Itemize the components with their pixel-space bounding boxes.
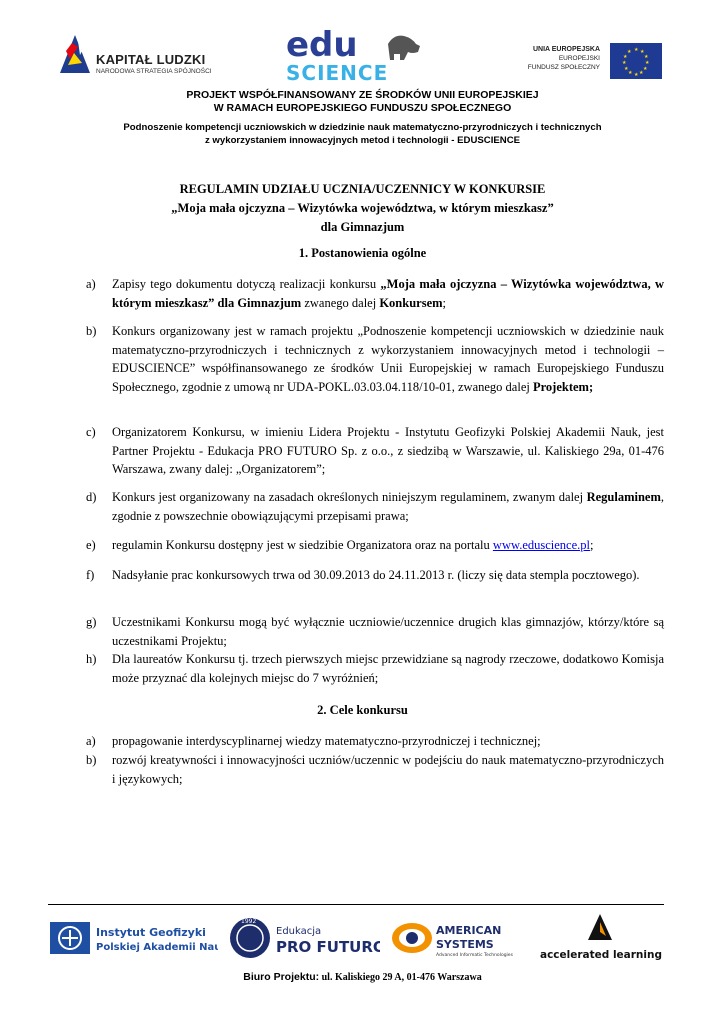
section-1-heading: 1. Postanowienia ogólne xyxy=(298,246,427,260)
item-text: regulamin Konkursu dostępny jest w siedzibie Organizatora oraz na portalu www.eduscience.pl; xyxy=(112,538,594,552)
section-2-heading: 2. Cele konkursu xyxy=(317,703,408,717)
svg-text:★: ★ xyxy=(643,66,648,72)
edu-logo-top: edu xyxy=(286,26,358,65)
item-text: propagowanie interdyscyplinarnej wiedzy matematyczno-przyrodniczej i technicznej; xyxy=(112,734,541,748)
svg-text:★: ★ xyxy=(634,47,639,53)
item-text: rozwój kreatywności i innowacyjności uczniów/uczennic w podejściu do nauk matematyczno-przyrodniczych i językowych; xyxy=(112,753,664,786)
project-subtitle xyxy=(0,122,725,147)
eduscience-link[interactable]: www.eduscience.pl xyxy=(492,538,590,552)
eduscience-logo xyxy=(284,26,424,82)
project-office-address xyxy=(0,971,725,983)
american-systems-logo xyxy=(390,912,530,962)
item-label: h) xyxy=(86,652,97,666)
title-line-3: dla Gimnazjum xyxy=(320,220,405,234)
item-text: Zapisy tego dokumentu dotyczą realizacji konkursu „Moja mała ojczyzna – Wizytówka województwa, w którym mieszkasz” dla Gimnazjum zwanego dalej Konkursem; xyxy=(112,277,664,310)
svg-text:★: ★ xyxy=(627,49,632,55)
kapital-ludzki-subtitle: NARODOWA STRATEGIA SPÓJNOŚCI xyxy=(96,68,212,75)
subtitle-line-2: z wykorzystaniem innowacyjnych metod i technologii - EDUSCIENCE xyxy=(204,134,521,146)
item-text: Konkurs organizowany jest w ramach projektu „Podnoszenie kompetencji uczniowskich w dziedzinie nauk matematyczno-przyrodniczych i technicznych z wykorzystaniem innowacyjnych metod i technologii – EDUSCIENCE” współfinansowanego ze środków Unii Europejskiej w ramach Europejskiego Funduszu Społecznego, zgodnie z umową nr UDA-POKL.03.03.04.118/10-01, zwanego dalej Projektem; xyxy=(112,324,664,394)
pro-futuro-line-1: Edukacja xyxy=(276,926,322,937)
kapital-ludzki-star-icon xyxy=(58,33,92,75)
document-title xyxy=(0,180,725,237)
igf-name-line-2: Polskiej Akademii Nauk xyxy=(96,942,218,953)
item-label: g) xyxy=(86,615,97,629)
item-label: e) xyxy=(86,538,96,552)
project-line-2: W RAMACH EUROPEJSKIEGO FUNDUSZU SPOŁECZNEGO xyxy=(213,102,512,114)
svg-text:★: ★ xyxy=(644,54,649,60)
subtitle-line-1: Podnoszenie kompetencji uczniowskich w dziedzinie nauk matematyczno-przyrodniczych i technicznych xyxy=(123,122,602,133)
kapital-ludzki-title: KAPITAŁ LUDZKI xyxy=(96,52,206,67)
pro-futuro-line-2: PRO FUTURO xyxy=(276,938,380,956)
list-item xyxy=(86,322,664,396)
eu-flag-icon xyxy=(610,43,662,79)
american-systems-line-2: SYSTEMS xyxy=(436,938,494,951)
item-text: Dla laureatów Konkursu tj. trzech pierwszych miejsc przewidziane są nagrody rzeczowe, dodatkowo Komisja może przyznać dla kolejnych miejsc do 7 wyróżnień; xyxy=(112,652,664,685)
list-item xyxy=(86,423,664,479)
title-line-2: „Moja mała ojczyzna – Wizytówka województwa, w którym mieszkasz” xyxy=(171,201,554,215)
svg-text:★: ★ xyxy=(623,54,628,60)
list-item xyxy=(86,650,664,687)
eu-line-3: FUNDUSZ SPOŁECZNY xyxy=(527,64,600,71)
svg-text:★: ★ xyxy=(622,60,627,66)
item-label: f) xyxy=(86,568,95,582)
svg-text:★: ★ xyxy=(628,70,633,76)
pro-futuro-year: 1992 xyxy=(241,918,257,925)
project-funding-header xyxy=(0,89,725,115)
list-item xyxy=(86,566,664,585)
list-item xyxy=(86,732,664,751)
item-label: a) xyxy=(86,277,96,291)
igf-name-line-1: Instytut Geofizyki xyxy=(96,926,206,939)
item-text: Organizatorem Konkursu, w imieniu Lidera Projektu - Instytutu Geofizyki Polskiej Akademii Nauk, jest Partner Projektu - Edukacja PRO FUTURO Sp. z o.o., z siedzibą w Warszawie, ul. Kaliskiego 29a, 01-476 Warszawa, zwany dalej: „Organizatorem”; xyxy=(112,425,664,476)
eu-line-1: UNIA EUROPEJSKA xyxy=(532,46,600,53)
item-text: Konkurs jest organizowany na zasadach określonych niniejszym regulaminem, zwanym dalej Regulaminem, zgodnie z powszechnie obowiązującymi przepisami prawa; xyxy=(112,490,664,523)
item-label: c) xyxy=(86,425,96,439)
list-item xyxy=(86,536,664,555)
svg-text:★: ★ xyxy=(645,60,650,66)
edu-logo-bottom: SCIENCE xyxy=(286,61,389,82)
item-label: b) xyxy=(86,753,97,767)
list-item xyxy=(86,275,664,312)
item-text: Uczestnikami Konkursu mogą być wyłącznie uczniowie/uczennice drugich klas gimnazjów, którzy/które są uczestnikami Projektu; xyxy=(112,615,664,648)
svg-text:★: ★ xyxy=(624,66,629,72)
svg-text:★: ★ xyxy=(634,72,639,78)
eu-line-2: EUROPEJSKI xyxy=(558,55,600,62)
american-systems-line-1: AMERICAN xyxy=(436,924,502,937)
project-office-text: ul. Kaliskiego 29 A, 01-476 Warszawa xyxy=(319,972,482,983)
list-item xyxy=(86,613,664,650)
accelerated-learning-name: accelerated learning xyxy=(540,949,663,961)
item-text: Nadsyłanie prac konkursowych trwa od 30.09.2013 do 24.11.2013 r. (liczy się data stempla pocztowego). xyxy=(112,568,640,582)
item-label: d) xyxy=(86,490,97,504)
american-systems-line-3: Advanced Informatic Technologies xyxy=(436,953,513,958)
list-item xyxy=(86,751,664,788)
title-line-1: REGULAMIN UDZIAŁU UCZNIA/UCZENNICY W KONKURSIE xyxy=(179,182,546,196)
pro-futuro-logo xyxy=(228,912,380,962)
eu-label xyxy=(520,45,600,72)
list-item xyxy=(86,488,664,525)
svg-text:★: ★ xyxy=(639,70,644,76)
item-label: b) xyxy=(86,324,97,338)
accelerated-learning-logo xyxy=(538,912,663,962)
project-office-label: Biuro Projektu: xyxy=(243,971,320,983)
svg-text:★: ★ xyxy=(640,49,645,55)
igf-pan-logo xyxy=(48,912,218,962)
item-label: a) xyxy=(86,734,96,748)
project-line-1: PROJEKT WSPÓŁFINANSOWANY ZE ŚRODKÓW UNII EUROPEJSKIEJ xyxy=(186,89,539,101)
footer-divider xyxy=(48,904,664,905)
